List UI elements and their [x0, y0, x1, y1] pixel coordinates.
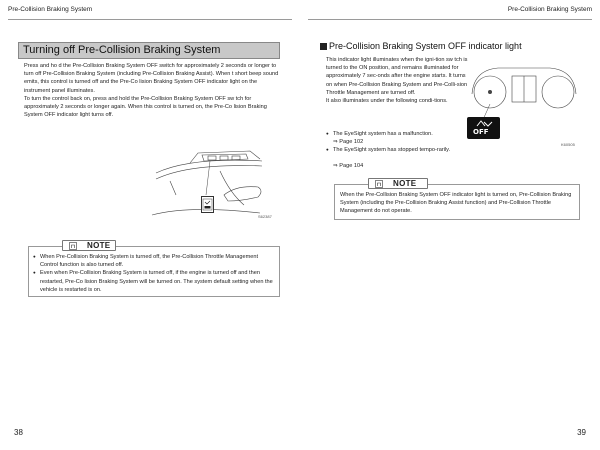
indicator-body: This indicator light illuminates when the igni-tion sw tch is turned to the ON position, and remains illuminated for approximately 7 sec-onds after the engine starts. It turns on when Pre-Collision Braking System and Pre-Colli-sion Throttle Management are turned off. It also illuminates under the following condi-tions. [326, 57, 468, 105]
page-number-left: 38 [14, 428, 23, 437]
bullet-stopped: ● The EyeSight system has stopped tempo-rarily. [326, 147, 451, 153]
running-header-right: Pre-Collision Braking System [507, 6, 592, 13]
note-list-left [33, 253, 273, 294]
section-title-indicator-text: Pre-Collision Braking System OFF indicator light [329, 41, 522, 51]
bullet-dot-icon: ● [326, 131, 329, 136]
note-hand-icon [375, 180, 383, 188]
header-rule-right [308, 19, 592, 20]
bullet-malfunction: ● The EyeSight system has a malfunction. [326, 131, 433, 137]
page-ref-104[interactable]: ⇒ Page 104 [333, 163, 364, 169]
note-label-right: NOTE [393, 179, 417, 188]
figure-code-right: K60505 [561, 142, 575, 147]
note-item: ● Even when Pre-Collision Braking System is turned off, if the engine is turned off and then restarted, Pre-Co lision Braking System will be turned on. The system default setting when the vehicle is restarted is on. [33, 269, 273, 294]
note-tab-left [62, 240, 116, 251]
bullet-dot-icon: ● [326, 147, 329, 152]
section-title-indicator [320, 41, 522, 51]
indicator-off-text: OFF [473, 128, 489, 136]
running-header-left: Pre-Collision Braking System [8, 6, 93, 13]
page-ref-102[interactable]: ⇒ Page 102 [333, 139, 364, 145]
section-title-turning-off: Turning off Pre-Collision Braking System [18, 42, 280, 59]
note-item: ● When Pre-Collision Braking System is turned off, the Pre-Collision Throttle Management Control function is also turned off. [33, 253, 273, 269]
eyesight-off-switch-icon [202, 197, 213, 212]
section-square-icon [320, 43, 327, 50]
note-label-left: NOTE [87, 241, 111, 250]
note-tab-right [368, 178, 428, 189]
note-hand-icon [69, 242, 77, 250]
indicator-callout [467, 117, 500, 139]
note-text-right: When the Pre-Collision Braking System OFF indicator light is turned on, Pre-Collision Braking System (including the Pre-Collision Braking Assist function) and Pre-Collision Throttle Management do not operate. [340, 192, 572, 215]
header-rule-left [8, 19, 292, 20]
figure-code-left: S62387 [258, 214, 272, 219]
turning-off-body: Press and ho d the Pre-Collision Braking System OFF switch for approximately 2 seconds or longer to turn off Pre-Collision Braking System (including Pre-Collision Braking Assist). When t short beep sound emits, this control is turned off and the Pre-Co lision Braking System OFF indicator light on the instrument panel illuminates. To turn the control back on, press and hold the Pre-Collision Braking System OFF sw tch for approximately 2 seconds or longer again. When this control is turned on, the Pre-Co lision Braking System OFF indicator light turns off. [24, 63, 279, 119]
page-number-right: 39 [577, 428, 586, 437]
off-switch-callout [201, 196, 214, 213]
